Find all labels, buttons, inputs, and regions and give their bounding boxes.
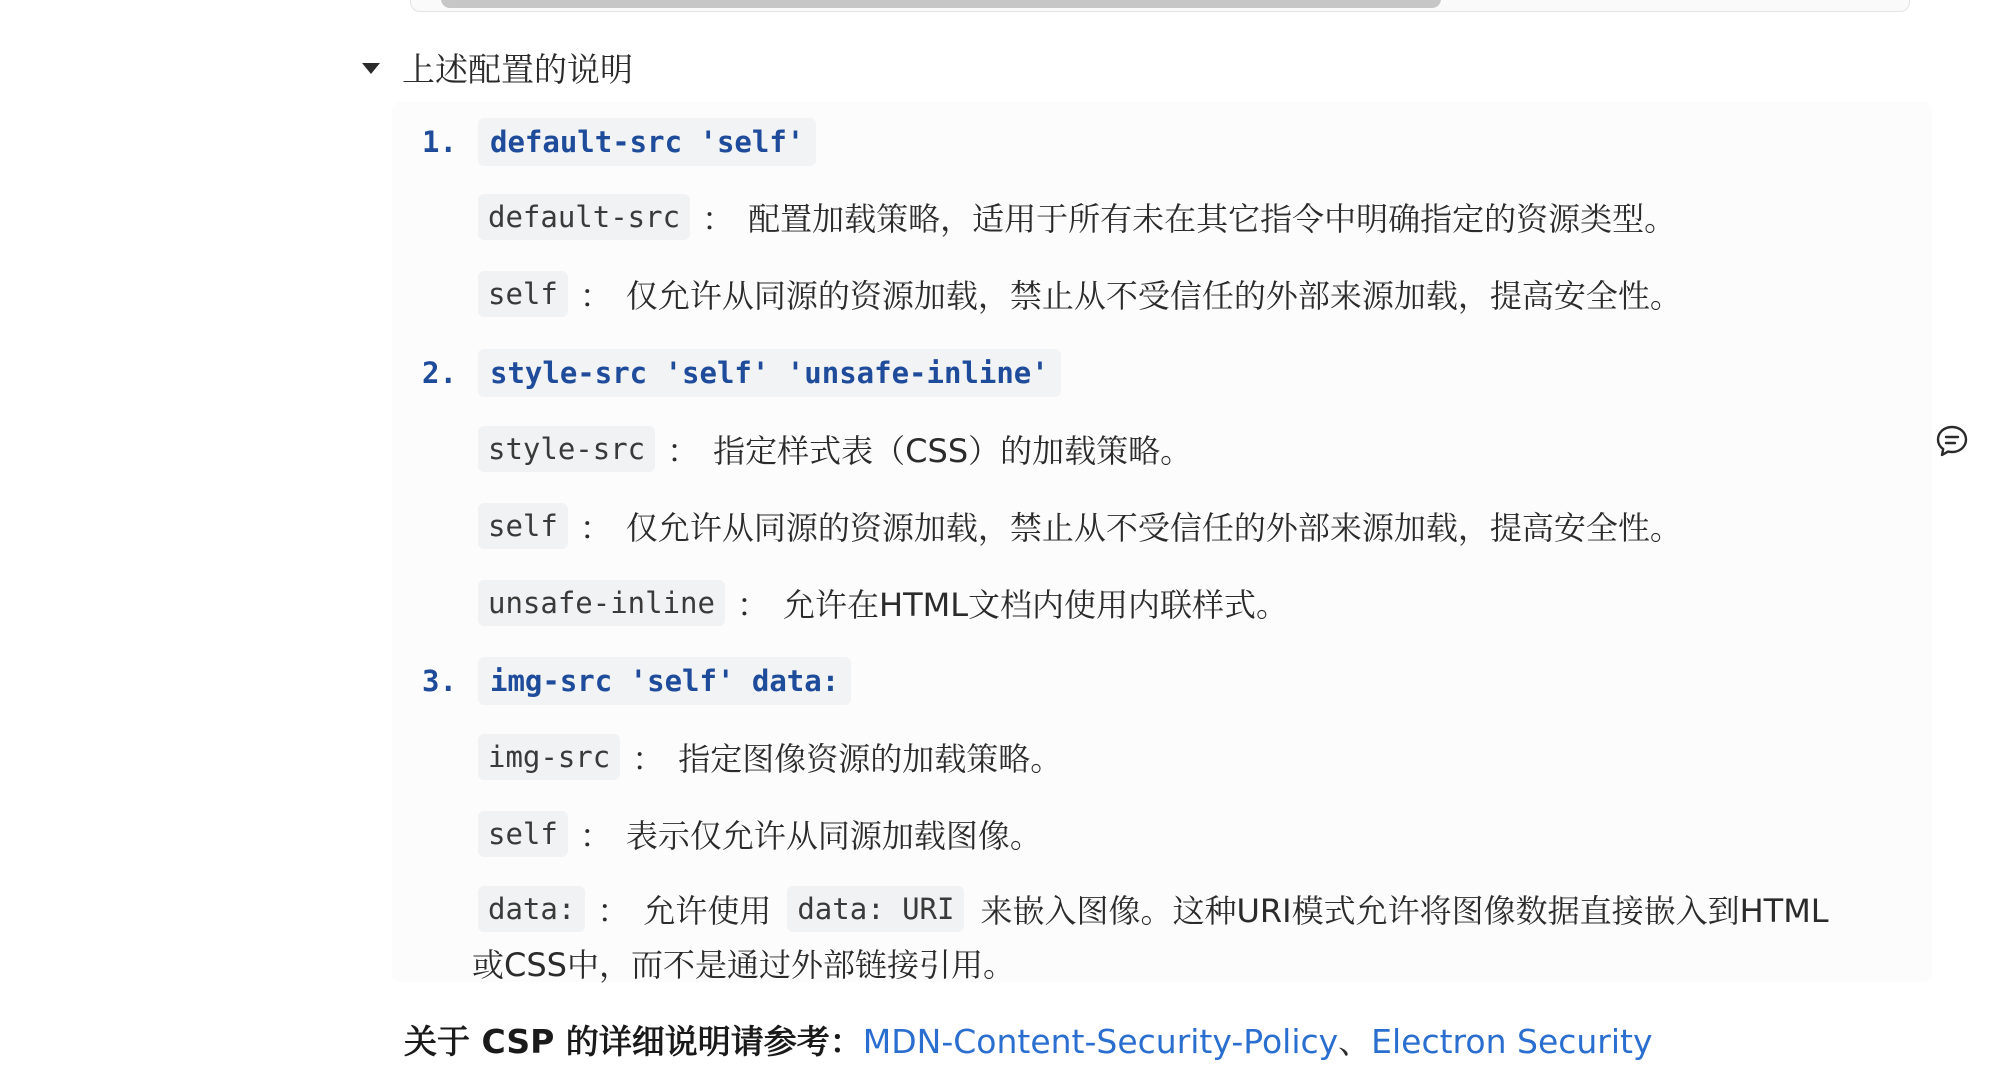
explanation-text: 仅允许从同源的资源加载，禁止从不受信任的外部来源加载，提高安全性。 — [625, 509, 1682, 547]
explanation-text: 指定图像资源的加载策略。 — [678, 740, 1063, 778]
list-item-heading — [422, 349, 1061, 397]
inline-code: self — [478, 503, 568, 549]
triangle-down-icon[interactable] — [362, 63, 380, 74]
list-number: 2. — [422, 356, 457, 390]
explanation-text: 配置加载策略，适用于所有未在其它指令中明确指定的资源类型。 — [748, 200, 1677, 238]
separator: ： — [702, 200, 735, 238]
electron-security-link[interactable]: Electron Security — [1371, 1022, 1653, 1061]
explanation-text: 指定样式表（CSS）的加载策略。 — [713, 432, 1193, 470]
link-separator: 、 — [1338, 1022, 1372, 1061]
reference-label: 关于 CSP 的详细说明请参考： — [404, 1022, 863, 1061]
directive-code: default-src 'self' — [478, 118, 816, 166]
explanation-line — [478, 503, 1682, 549]
separator: ： — [632, 740, 665, 778]
separator: ： — [579, 277, 612, 315]
inline-code: self — [478, 811, 568, 857]
explanation-line — [478, 194, 1676, 240]
inline-code: self — [478, 271, 568, 317]
explanation-text: 来嵌入图像。这种URI模式允许将图像数据直接嵌入到HTML — [980, 892, 1829, 930]
directive-code: style-src 'self' 'unsafe-inline' — [478, 349, 1061, 397]
scrollbar-thumb[interactable] — [441, 0, 1441, 8]
explanation-line — [478, 580, 1288, 626]
inline-code: unsafe-inline — [478, 580, 725, 626]
directive-code: img-src 'self' data: — [478, 657, 851, 705]
separator: ： — [579, 817, 612, 855]
inline-code: data: URI — [787, 886, 964, 932]
explanation-text: 仅允许从同源的资源加载，禁止从不受信任的外部来源加载，提高安全性。 — [625, 277, 1682, 315]
mdn-csp-link[interactable]: MDN-Content-Security-Policy — [862, 1022, 1339, 1061]
explanation-continuation: 或CSS中，而不是通过外部链接引用。 — [472, 946, 1015, 984]
comment-icon[interactable] — [1935, 424, 1969, 458]
reference-line — [404, 1016, 1653, 1063]
explanation-text: 允许在HTML文档内使用内联样式。 — [783, 586, 1289, 624]
explanation-text: 允许使用 — [643, 892, 772, 930]
explanation-line — [478, 886, 1829, 932]
separator: ： — [597, 892, 630, 930]
inline-code: style-src — [478, 426, 655, 472]
separator: ： — [579, 509, 612, 547]
list-number: 3. — [422, 664, 457, 698]
inline-code: img-src — [478, 734, 620, 780]
explanation-line — [478, 271, 1682, 317]
explanation-line — [478, 426, 1192, 472]
summary-label: 上述配置的说明 — [402, 50, 633, 89]
explanation-line — [478, 811, 1042, 857]
separator: ： — [736, 586, 769, 624]
details-summary[interactable] — [362, 44, 633, 91]
list-item-heading — [422, 118, 816, 166]
list-number: 1. — [422, 125, 457, 159]
horizontal-scrollbar[interactable] — [410, 0, 1910, 12]
explanation-line — [478, 734, 1062, 780]
inline-code: data: — [478, 886, 585, 932]
list-item-heading — [422, 657, 851, 705]
separator: ： — [667, 432, 700, 470]
explanation-text: 表示仅允许从同源加载图像。 — [625, 817, 1042, 855]
inline-code: default-src — [478, 194, 690, 240]
